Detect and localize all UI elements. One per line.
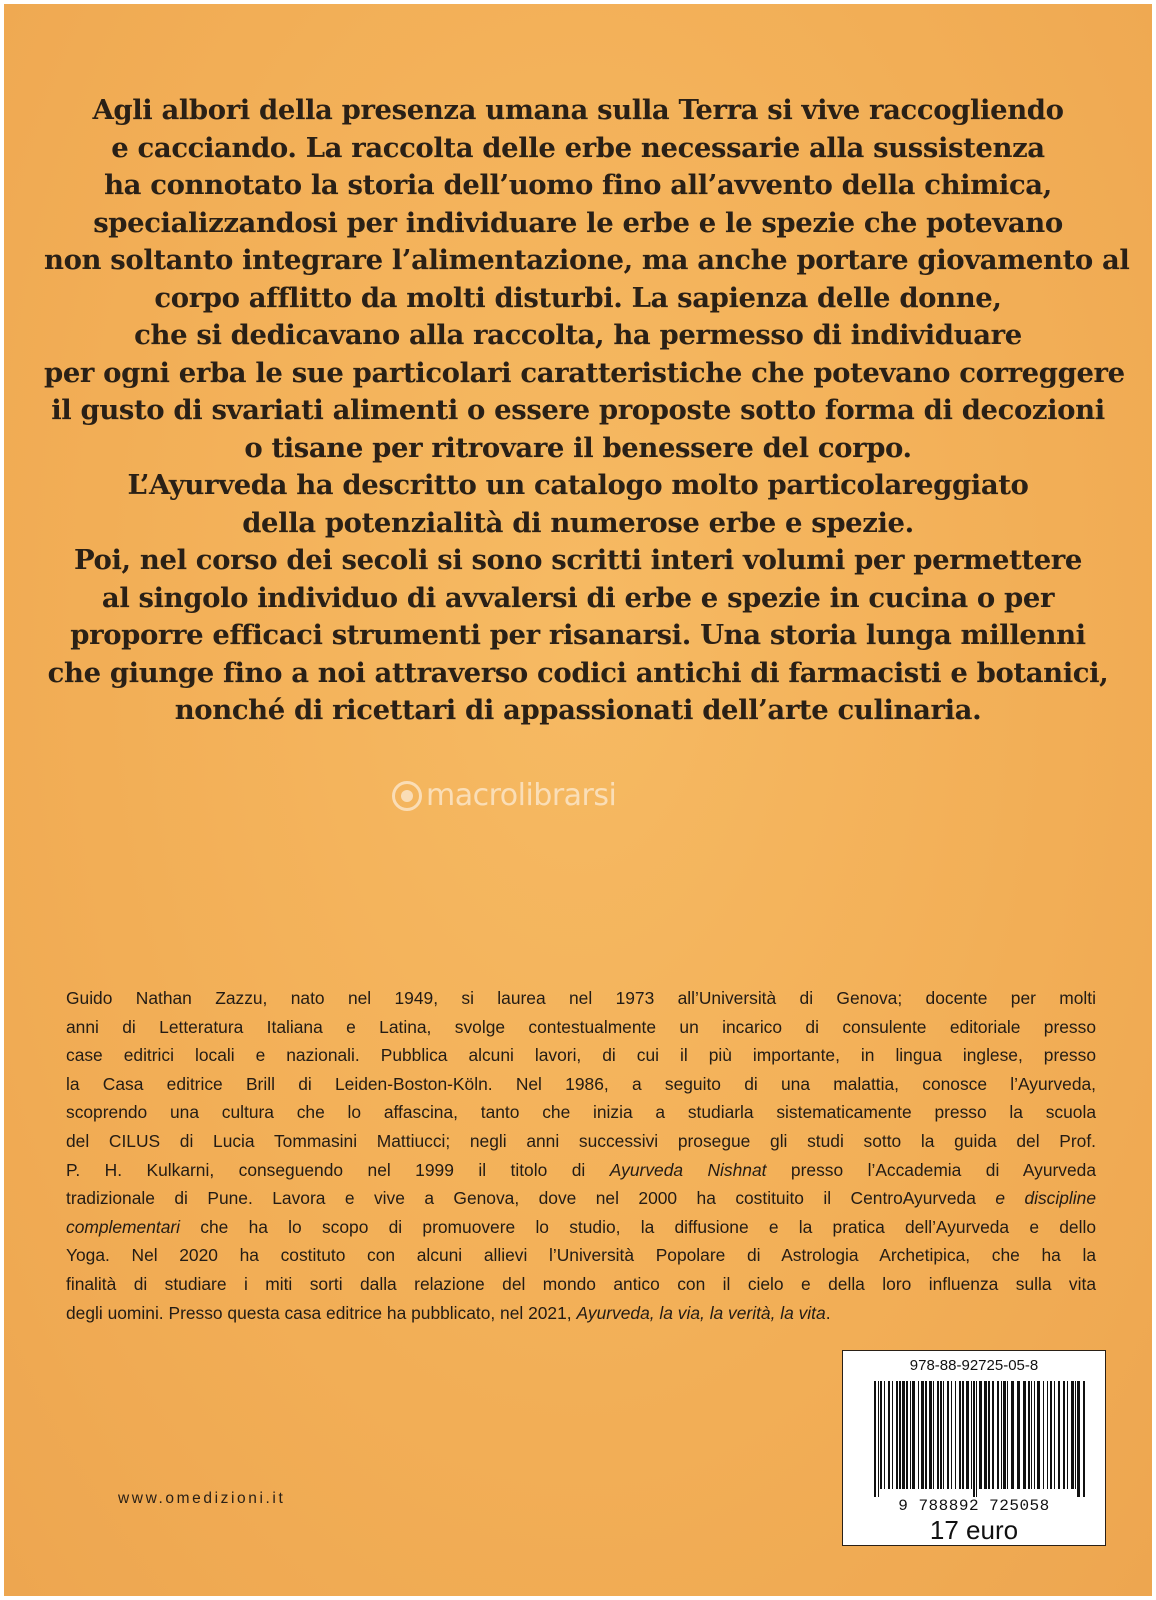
bio-line: Guido Nathan Zazzu, nato nel 1949, si laurea nel 1973 all’Università di Genova; docente per molti bbox=[66, 988, 1096, 1008]
barcode-bar bbox=[933, 1381, 934, 1489]
blurb-line: che si dedicavano alla raccolta, ha permesso di individuare bbox=[134, 319, 1022, 351]
barcode-box bbox=[842, 1350, 1106, 1546]
barcode-bar bbox=[888, 1381, 890, 1489]
barcode-bar bbox=[921, 1381, 924, 1489]
bio-line bbox=[66, 1184, 1096, 1213]
barcode-bar bbox=[973, 1381, 975, 1497]
barcode-bar bbox=[943, 1381, 944, 1489]
blurb-line: al singolo individuo di avvalersi di erbe e spezie in cucina o per bbox=[101, 581, 1055, 614]
blurb-line: Poi, nel corso dei secoli si sono scritti interi volumi per permettere bbox=[74, 544, 1082, 576]
bio-line: finalità di studiare i miti sorti dalla relazione del mondo antico con il cielo e della loro influenza sulla vita bbox=[66, 1273, 1096, 1294]
bio-text: tradizionale di Pune. Lavora e vive a Genova, dove nel 2000 ha costituito il CentroAyurveda bbox=[66, 1188, 996, 1209]
barcode-bar bbox=[971, 1381, 972, 1489]
barcode-bar bbox=[1067, 1381, 1068, 1489]
barcode-bar bbox=[1050, 1381, 1052, 1489]
barcode-bar bbox=[912, 1381, 915, 1489]
blurb-line: corpo afflitto da molti disturbi. La sapienza delle donne, bbox=[154, 281, 1002, 314]
barcode-bar bbox=[1001, 1381, 1002, 1489]
barcode-bar bbox=[1017, 1381, 1020, 1489]
barcode-bar bbox=[896, 1381, 898, 1489]
bio-italic-title: complementari bbox=[66, 1216, 181, 1237]
barcode-bar bbox=[902, 1381, 905, 1489]
bio-line: del CILUS di Lucia Tommasini Mattiucci; negli anni successivi prosegue gli studi sotto la guida del Prof. bbox=[66, 1130, 1096, 1151]
bio-line: Yoga. Nel 2020 ha costituto con alcuni allievi l’Università Popolare di Astrologia Archetipica, che ha la bbox=[66, 1245, 1096, 1266]
blurb-line: e cacciando. La raccolta delle erbe necessarie alla sussistenza bbox=[111, 131, 1045, 164]
barcode-bar bbox=[951, 1381, 952, 1489]
barcode-bar bbox=[878, 1381, 879, 1497]
barcode-bar bbox=[874, 1381, 876, 1497]
ean-number: 9 788892 725058 bbox=[898, 1497, 1050, 1515]
barcode-bar bbox=[880, 1381, 882, 1489]
bio-text: P. H. Kulkarni, conseguendo nel 1999 il titolo di bbox=[66, 1159, 610, 1180]
barcode-bar bbox=[1075, 1381, 1076, 1489]
publisher-website: www.omedizioni.it bbox=[118, 1490, 286, 1507]
barcode-bar bbox=[937, 1381, 939, 1489]
barcode-bar bbox=[992, 1381, 994, 1489]
author-bio bbox=[66, 984, 1096, 1327]
barcode-bar bbox=[1007, 1381, 1008, 1489]
barcode-bar bbox=[962, 1381, 964, 1489]
barcode-bar bbox=[1028, 1381, 1030, 1489]
barcode-bar bbox=[1058, 1381, 1060, 1489]
barcode-bar bbox=[979, 1381, 982, 1489]
barcode-bar bbox=[892, 1381, 893, 1489]
bio-line bbox=[66, 1156, 1096, 1185]
blurb-line: specializzandosi per individuare le erbe e le spezie che potevano bbox=[93, 206, 1063, 239]
barcode-bar bbox=[899, 1381, 901, 1489]
bio-line: case editrici locali e nazionali. Pubblica alcuni lavori, di cui il più importante, in lingua inglese, presso bbox=[66, 1045, 1096, 1066]
barcode-icon bbox=[871, 1381, 1091, 1497]
blurb-line: L’Ayurveda ha descritto un catalogo molto particolareggiato bbox=[127, 469, 1029, 501]
barcode-bar bbox=[997, 1381, 999, 1489]
blurb-line: per ogni erba le sue particolari caratteristiche che potevano correggere bbox=[44, 356, 1125, 389]
bio-text: presso l’Accademia di Ayurveda bbox=[766, 1159, 1096, 1180]
bio-line: la Casa editrice Brill di Leiden-Boston-Köln. Nel 1986, a seguito di una malattia, conosce l’Ayurveda, bbox=[66, 1073, 1096, 1094]
barcode-bar bbox=[884, 1381, 885, 1489]
bio-line: anni di Letteratura Italiana e Latina, svolge contestualmente un incarico di consulente editoriale presso bbox=[66, 1016, 1096, 1037]
barcode-bar bbox=[1071, 1381, 1074, 1489]
blurb-line: proporre efficaci strumenti per risanarsi. Una storia lunga millenni bbox=[70, 619, 1086, 651]
barcode-bar bbox=[1077, 1381, 1080, 1497]
blurb-line: Agli albori della presenza umana sulla Terra si vive raccogliendo bbox=[92, 94, 1064, 126]
isbn: 978-88-92725-05-8 bbox=[909, 1357, 1039, 1374]
blurb-line: ha connotato la storia dell’uomo fino all’avvento della chimica, bbox=[104, 169, 1052, 201]
barcode-bar bbox=[906, 1381, 908, 1489]
blurb-line: che giunge fino a noi attraverso codici antichi di farmacisti e botanici, bbox=[47, 656, 1109, 689]
barcode-bar bbox=[1037, 1381, 1040, 1489]
barcode-bar bbox=[947, 1381, 949, 1489]
watermark-logo-icon bbox=[392, 781, 422, 811]
barcode-bar bbox=[1034, 1381, 1035, 1489]
blurb-text bbox=[44, 92, 1130, 730]
barcode-bar bbox=[988, 1381, 990, 1489]
barcode-bar bbox=[959, 1381, 961, 1489]
bio-italic-title: Ayurveda, la via, la verità, la vita bbox=[576, 1302, 826, 1323]
back-cover bbox=[4, 4, 1152, 1596]
barcode-bar bbox=[929, 1381, 932, 1489]
bio-italic-title: e discipline bbox=[995, 1188, 1096, 1209]
barcode-bar bbox=[966, 1381, 969, 1489]
barcode-bar bbox=[1043, 1381, 1044, 1489]
barcode-bar bbox=[1063, 1381, 1065, 1489]
barcode-bar bbox=[1011, 1381, 1014, 1489]
barcode-bar bbox=[1031, 1381, 1032, 1489]
barcode-bar bbox=[1047, 1381, 1048, 1489]
bio-text: . bbox=[825, 1302, 831, 1323]
barcode-bar bbox=[925, 1381, 927, 1489]
watermark bbox=[392, 778, 616, 813]
barcode-bar bbox=[1054, 1381, 1055, 1489]
barcode-bar bbox=[955, 1381, 956, 1489]
bio-line bbox=[66, 1299, 1096, 1328]
barcode-bar bbox=[1083, 1381, 1085, 1497]
blurb-line: non soltanto integrare l’alimentazione, ma anche portare giovamento al bbox=[44, 244, 1130, 276]
blurb-line: o tisane per ritrovare il benessere del corpo. bbox=[244, 431, 912, 464]
barcode-bar bbox=[1003, 1381, 1006, 1489]
barcode-bar bbox=[918, 1381, 919, 1489]
blurb-line: il gusto di svariati alimenti o essere proposte sotto forma di decozioni bbox=[51, 394, 1105, 426]
barcode-bar bbox=[984, 1381, 987, 1489]
blurb-line: della potenzialità di numerose erbe e spezie. bbox=[242, 506, 914, 539]
blurb-line: nonché di ricettari di appassionati dell’arte culinaria. bbox=[174, 694, 982, 726]
barcode-bar bbox=[940, 1381, 942, 1489]
bio-line: scoprendo una cultura che lo affascina, tanto che inizia a studiarla sistematicamente presso la scuola bbox=[66, 1102, 1096, 1123]
bio-text: degli uomini. Presso questa casa editrice ha pubblicato, nel 2021, bbox=[66, 1302, 577, 1323]
price: 17 euro bbox=[929, 1515, 1019, 1545]
watermark-text: macrolibrarsi bbox=[426, 778, 617, 813]
bio-line bbox=[66, 1213, 1096, 1242]
bio-italic-title: Ayurveda Nishnat bbox=[609, 1159, 767, 1180]
barcode-bar bbox=[910, 1381, 911, 1489]
bio-text: che ha lo scopo di promuovere lo studio, la diffusione e la pratica dell’Ayurveda e dello bbox=[180, 1216, 1096, 1237]
barcode-bar bbox=[976, 1381, 977, 1497]
barcode-bar bbox=[1023, 1381, 1026, 1489]
